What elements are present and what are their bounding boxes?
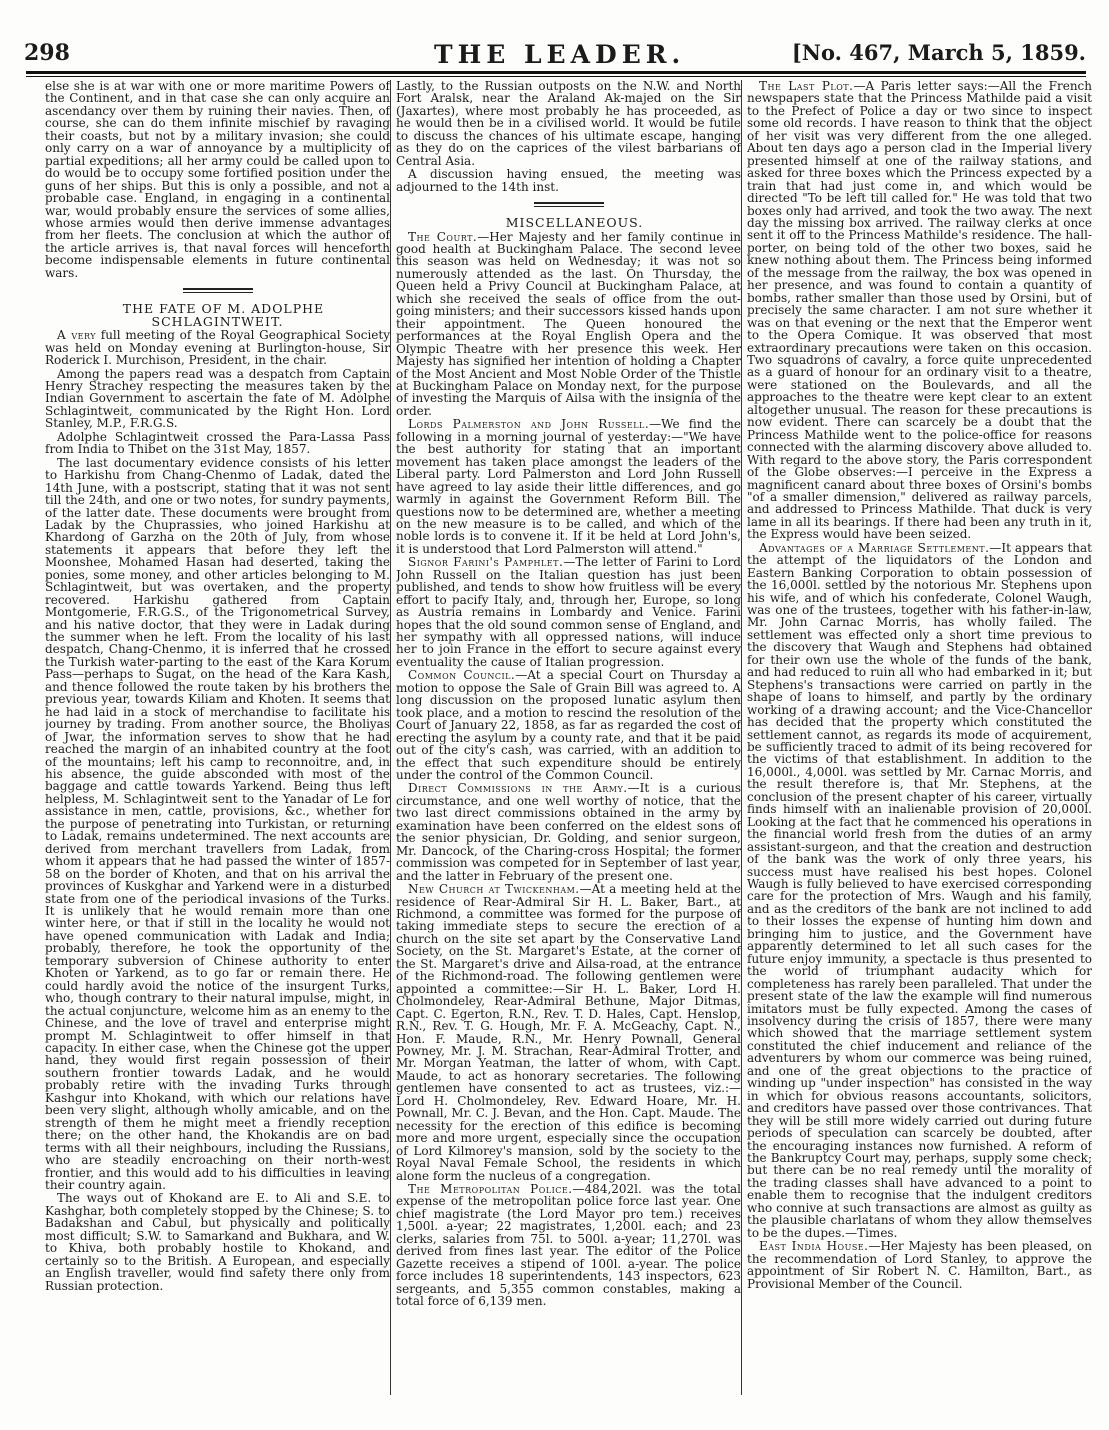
news-item-title: New Church at Twickenham. bbox=[408, 882, 580, 897]
column-divider bbox=[390, 80, 391, 1395]
news-item-title: Lords Palmerston and John Russell. bbox=[408, 417, 650, 432]
news-item-title: East India House. bbox=[759, 1239, 869, 1254]
news-item: Common Council.—At a special Court on Thursday a motion to oppose the Sale of Grain Bill was agreed to. A long discussion on the proposed lunatic asylum then took place, and a motion to rescind the resolution of the Court of January 22, 1858, as far as regarded the cost of erecting the asylum by a county rate, and that it be paid out of the city's cash, was carried, with an addition to the effect that such expenditure should be entirely under the control of the Common Council. bbox=[396, 668, 741, 783]
news-item: The Last Plot.—A Paris letter says:—All the French newspapers state that the Princess Mathilde paid a visit to the Prefect of Police a day or two since to inspect some old records. I have reason to think that the object of her visit was very different from the one alleged. About ten days ago a person clad in the Imperial livery presented himself at one of the railway stations, and asked for three boxes which the Princess expected by a train that had just come in, and which would be directed "To be left till called for." He was told that two boxes only had arrived, and took the two away. The next day the missing box arrived. The railway clerks at once sent it off to the Princess Mathilde's residence. The hall-porter, on being told of the other two boxes, said he knew nothing about them. The Princess being informed of the message from the railway, the box was opened in her presence, and was found to contain a quantity of bombs, rather smaller than those used by Orsini, but of precisely the same character. I am not sure whether it was on that evening or the next that the Emperor went to the Opera Comique. It was observed that most extraordinary precautions were taken on this occasion. Two squadrons of cavalry, a force quite unprecedented as a guard of honour for an ordinary visit to a theatre, were stationed on the Boulevards, and all the approaches to the theatre were kept clear to an extent altogether unusual. The reason for these precautions is now evident. There can scarcely be a doubt that the Princess Mathilde went to the police-office for reasons connected with the alarming discovery above alluded to. With regard to the above story, the Paris correspondent of the Globe observes:—I perceive in the Express a magnificent canard about three boxes of Orsini's bombs "of a smaller dimension," delivered as railway parcels, and addressed to Princess Mathilde. That duck is very lame in all its bearings. If there had been any truth in it, the Express would have been seized. bbox=[747, 80, 1092, 542]
news-item-title: Signor Farini's Pamphlet. bbox=[408, 555, 564, 570]
article-continuation: else she is at war with one or more maritime Powers of the Continent, and in that case she can only acquire an ascendancy over them by ruining their navies. Then, of course, she can do them infinite mischief by ravaging their coasts, but not by a military invasion; she could only carry on a war of annoyance by a multiplicity of partial expeditions; all her army could be called upon to do would be to occupy some fortified position under the guns of her ships. But this is only a possible, and not a probable case. England, in engaging in a continental war, would probably ensure the services of some allies, whose armies would then derive immense advantages from her fleets. The conclusion at which the author of the article arrives is, that naval forces will henceforth become indispensable elements in future continental wars. bbox=[45, 80, 390, 280]
column-3 bbox=[747, 80, 1092, 1410]
news-item: Signor Farini's Pamphlet.—The letter of Farini to Lord John Russell on the Italian question has just been published, and tends to show how fruitless will be every effort to pacify Italy, and, through her, Europe, so long as Austria remains in Lombardy and Venice. Farini hopes that the old sound common sense of England, and her sympathy with all oppressed nations, will induce her to join France in the effort to secure against every eventuality the cause of Italian progression. bbox=[396, 555, 741, 669]
news-item: Direct Commissions in the Army.—It is a curious circumstance, and one well worthy of notice, that the two last direct commissions obtained in the army by examination have been conferred on the eldest sons of the senior physician, Dr. Golding, and senior surgeon, Mr. Dancock, of the Charing-cross Hospital; the former commission was competed for in September of last year, and the latter in February of the present one. bbox=[396, 781, 741, 883]
paragraph: The last documentary evidence consists of his letter to Harkishu from Chang-Chenmo of Ladak, dated the 14th June, with a postscript, stating that it was not sent till the 24th, and one or two notes, for sundry payments, of the latter date. These documents were brought from Ladak by the Chuprassies, who joined Harkishu at Khardong of Garzha on the 20th of July, from whose statements it appears that before they left the Moonshee, Mohamed Hasan had deserted, taking the ponies, some money, and other articles belonging to M. Schlagintweit, but was overtaken, and the property recovered. Harkishu gathered from Captain Montgomerie, F.R.G.S., of the Trigonometrical Survey, and his native doctor, that they were in Ladak during the summer when he left. From the locality of his last despatch, Chang-Chenmo, it is inferred that he crossed the Turkish water-parting to the east of the Kara Korum Pass—perhaps to Sugat, on the head of the Kara Kash, and thence followed the route taken by his brothers the previous year, towards Kiliam and Khoten. It seems that he had laid in a stock of merchandise to facilitate his journey by trading. From another source, the Bholiyas of Jwar, the information serves to show that he had reached the margin of an inhabited country at the foot of the mountains; left his camp to reconnoitre, and, in his absence, the guide absconded with most of the baggage and cattle towards Yarkend. Being thus left helpless, M. Schlagintweit sent to the Yanadar of Le for assistance in men, cattle, provisions, &c., whether for the purpose of penetrating into Turkistan, or returning to Ladak, remains undetermined. The next accounts are derived from merchant travellers from Ladak, from whom it appears that he had passed the winter of 1857-58 on the border of Khoten, and that on his arrival the provinces of Kuskghar and Yarkend were in a disturbed state from one of the periodical invasions of the Turks. It is unlikely that he would remain more than one winter here, or that if still in the locality he would not have opened communication with Ladak and India; probably, therefore, he took the opportunity of the temporary subversion of Chinese authority to enter Khoten or Yarkend, as to go far or remain there. He could hardly avoid the notice of the insurgent Turks, who, though contrary to their natural impulse, might, in the actual conjuncture, welcome him as an enemy to the Chinese, and the love of travel and enterprise might prompt M. Schlagintweit to offer himself in that capacity. In either case, when the Chinese got the upper hand, they would first regain possession of their southern frontier towards Ladak, and he would probably retire with the invading Turks through Kashgur into Khokand, with which our relations have been very slight, although wholly amicable, and on the strength of them he might meet a friendly reception there; on the other hand, the Khokandis are on bad terms with all their neighbours, including the Russians, who are steadily encroaching on their north-west frontier, and this would add to his difficulties in leaving their country again. bbox=[45, 455, 390, 1192]
section-divider bbox=[183, 288, 253, 293]
news-item-title: Advantages of a Marriage Settlement. bbox=[759, 540, 990, 555]
column-2 bbox=[396, 80, 741, 1410]
paragraph: A discussion having ensued, the meeting was adjourned to the 14th inst. bbox=[396, 167, 741, 194]
news-item: The Court.—Her Majesty and her family continue in good health at Buckingham Palace. The second levee this season was held on Wednesday; it was not so numerously attended as the last. On Thursday, the Queen held a Privy Council at Buckingham Palace, at which she received the seals of office from the out-going ministers; and their successors kissed hands upon their appointment. The Queen honoured the performances at the Royal English Opera and the Olympic Theatre with her presence this week. Her Majesty has signified her intention of holding a Chapter of the Most Ancient and Most Noble Order of the Thistle at Buckingham Palace on Monday next, for the purpose of investing the Marquis of Ailsa with the insignia of the order. bbox=[396, 229, 741, 418]
section-heading: MISCELLANEOUS. bbox=[505, 215, 644, 231]
page-header bbox=[24, 40, 1086, 70]
article-continuation: Lastly, to the Russian outposts on the N.W. and North Fort Aralsk, near the Araland Ak-majed on the Sir (Jaxartes), where most probably he has proceeded, as he would then be in a civilised world. It would be futile to discuss the chances of his ultimate escape, hanging as they do on the caprices of the vilest barbarians of Central Asia. bbox=[396, 80, 741, 168]
paragraph: A very full meeting of the Royal Geographical Society was held on Monday evening at Burlington-house, Sir Roderick I. Murchison, President, in the chair. bbox=[45, 328, 390, 368]
news-item-title: The Last Plot. bbox=[759, 80, 854, 93]
news-item: East India House.—Her Majesty has been pleased, on the recommendation of Lord Stanley, to approve the appointment of Sir Robert N. C. Hamilton, Bart., as Provisional Member of the Council. bbox=[747, 1239, 1092, 1291]
header-rule bbox=[26, 71, 1086, 74]
news-item-title: Direct Commissions in the Army. bbox=[408, 781, 628, 796]
news-item: Advantages of a Marriage Settlement.—It appears that the attempt of the liquidators of the London and Eastern Banking Corporation to obtain possession of the 16,000l. settled by the notorious Mr. Stephens upon his wife, and of which his confederate, Colonel Waugh, was one of the trustees, together with his father-in-law, Mr. John Carnac Morris, has wholly failed. The settlement was effected only a short time previous to the discovery that Waugh and Stephens had obtained for their own use the whole of the funds of the bank, and had reduced to ruin all who had embarked in it; but Stephens's transactions were carried on partly in the shape of loans to himself, and partly by the ordinary working of a drawing account; and the Vice-Chancellor has decided that the property which constituted the settlement cannot, as regards its mode of acquirement, be sufficiently traced to admit of its being recovered for the victims of that establishment. In addition to the 16,000l., 4,000l. was settled by Mr. Carnac Morris, and the result therefore is, that Mr. Stephens, at the conclusion of the present chapter of his career, virtually finds himself with an inalienable provision of 20,000l. Looking at the fact that he commenced his operations in the financial world fresh from the duties of an army assistant-surgeon, and that the creation and destruction of the bank was the work of only three years, his success must have realised his best hopes. Colonel Waugh is fully believed to have exercised corresponding care for the protection of Mrs. Waugh and his family, and as the creditors of the bank are not inclined to add to their losses the expense of hunting him down and bringing him to justice, and the Government have apparently determined to let all such cases for the future enjoy immunity, a spectacle is thus presented to the world of triumphant audacity which for completeness has rarely been paralleled. That under the present state of the law the example will find numerous imitators must be fully expected. Among the cases of insolvency during the crisis of 1857, there were many which showed that the marriage settlement system constituted the chief inducement and reliance of the adventurers by whom our commerce was being ruined, and one of the great objections to the practice of winding up "under inspection" has consisted in the way in which for obvious reasons accountants, solicitors, and creditors have passed over those contrivances. That they will be still more widely carried out during future periods of speculation can scarcely be doubted, after the encouraging instances now furnished. A reform of the Bankruptcy Court may, perhaps, supply some check; but there can be no real remedy until the morality of the trading classes shall have advanced to a point to enable them to recognise that the indulgent creditors who connive at such transactions are almost as guilty as the plausible charlatans of whom they allow themselves to be the dupes.—Times. bbox=[747, 540, 1092, 1240]
page-number: 298 bbox=[24, 40, 70, 66]
column-1 bbox=[45, 80, 390, 1410]
paragraph: Adolphe Schlagintweit crossed the Para-Lassa Pass from India to Thibet on the 31st May, 1857. bbox=[45, 429, 390, 457]
lead-words: A very bbox=[57, 328, 97, 343]
masthead: THE LEADER. bbox=[434, 40, 686, 69]
news-item: The Metropolitan Police.—484,202l. was the total expense of the metropolitan police force last year. One chief magistrate (the Lord Mayor pro tem.) receives 1,500l. a-year; 22 magistrates, 1,200l. each; and 23 clerks, salaries from 75l. to 500l. a-year; 11,270l. was derived from fines last year. The editor of the Police Gazette receives a stipend of 100l. a-year. The police force includes 18 superintendents, 143 inspectors, 623 sergeants, and 5,355 common constables, making a total force of 6,139 men. bbox=[396, 1181, 741, 1309]
news-item-title: The Metropolitan Police. bbox=[408, 1181, 573, 1196]
news-item: New Church at Twickenham.—At a meeting held at the residence of Rear-Admiral Sir H. L. Baker, Bart., at Richmond, a committee was formed for the purpose of taking immediate steps to secure the erection of a church on the site set apart by the Conservative Land Society, on the St. Margaret's Estate, at the corner of the St. Margaret's drive and Ailsa-road, at the entrance of the Richmond-road. The following gentlemen were appointed a committee:—Sir H. L. Baker, Lord H. Cholmondeley, Rear-Admiral Bethune, Major Ditmas, Capt. C. Egerton, R.N., Rev. T. D. Hales, Capt. Henslop, R.N., Rev. T. G. Hough, Mr. F. A. McGeachy, Capt. N., Hon. F. Maude, R.N., Mr. Henry Pownall, General Powney, Mr. J. M. Strachan, Rear-Admiral Trotter, and Mr. Morgan Yeatman, the latter of whom, with Capt. Maude, to act as honorary secretaries. The following gentlemen have consented to act as trustees, viz.:—Lord H. Cholmondeley, Rev. Edward Hoare, Mr. H. Pownall, Mr. C. J. Bevan, and the Hon. Capt. Maude. The necessity for the erection of this edifice is becoming more and more urgent, especially since the occupation of Lord Kilmorey's mansion, sold by the society to the Royal Naval Female School, the residents in which alone form the nucleus of a congregation. bbox=[396, 882, 741, 1183]
paragraph: Among the papers read was a despatch from Captain Henry Strachey respecting the measures taken by the Indian Government to ascertain the fate of M. Adolphe Schlagintweit, communicated by the Right Hon. Lord Stanley, M.P., F.R.G.S. bbox=[45, 366, 390, 431]
issue-line: [No. 467, March 5, 1859. bbox=[791, 40, 1086, 65]
news-item-title: The Court. bbox=[408, 229, 478, 244]
section-divider bbox=[534, 202, 604, 207]
paragraph: The ways out of Khokand are E. to Ali and S.E. to Kashghar, both completely stopped by the Chinese; S. to Badakshan and Cabul, but physically and politically most difficult; S.W. to Samarkand and Bukhara, and W. to Khiva, both probably hostile to Khokand, and certainly so to the British. A European, and especially an English traveller, would find safety there only from Russian protection. bbox=[45, 1191, 390, 1293]
column-divider bbox=[741, 80, 742, 1395]
news-item: Lords Palmerston and John Russell.—We find the following in a morning journal of yesterday:—"We have the best authority for stating that an important movement has taken place amongst the leaders of the Liberal party. Lord Palmerston and Lord John Russell have agreed to lay aside their little differences, and go warmly in against the Government Reform Bill. The questions now to be determined are, whether a meeting on the new measure is to be called, and which of the noble lords is to convene it. If it be held at Lord John's, it is understood that Lord Palmerston will attend." bbox=[396, 417, 741, 556]
news-item-title: Common Council. bbox=[408, 668, 516, 683]
header-rule-thin bbox=[26, 76, 1086, 77]
article-heading: THE FATE OF M. ADOLPHE SCHLAGINTWEIT. bbox=[122, 301, 325, 329]
